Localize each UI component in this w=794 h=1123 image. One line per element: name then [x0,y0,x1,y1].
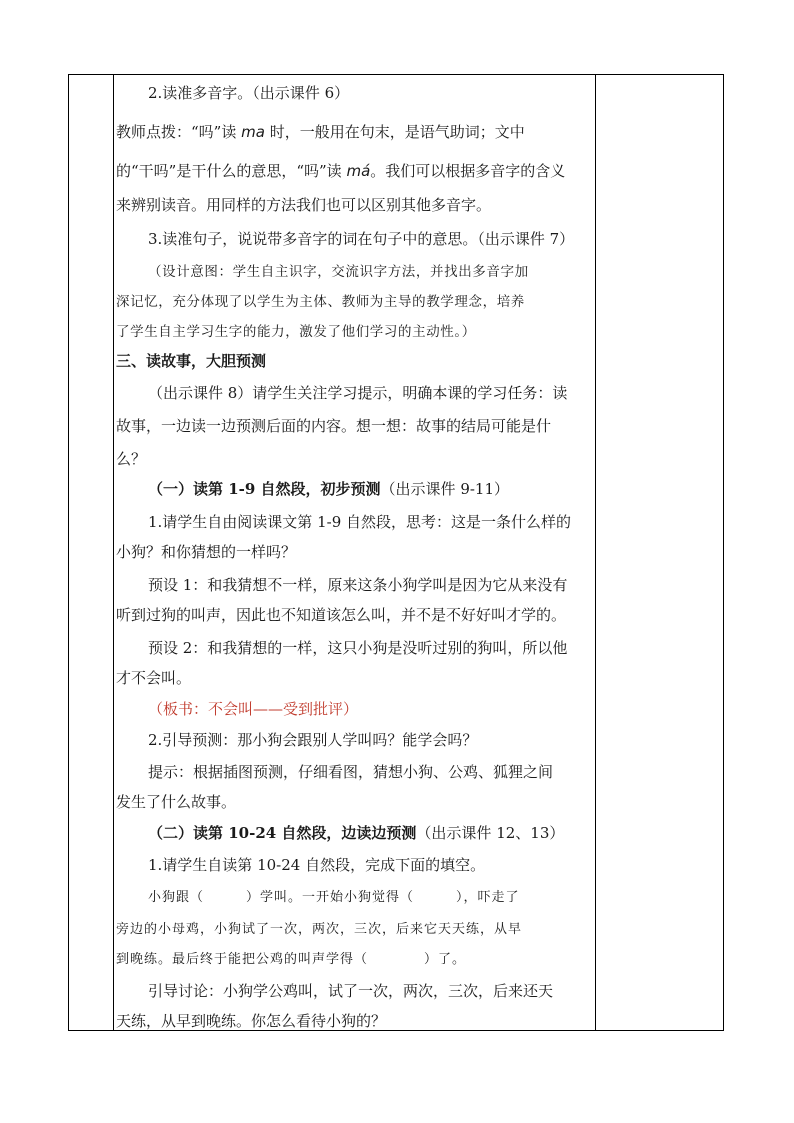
paragraph-line: 的“干吗”是干什么的意思，“吗”读 má。我们可以根据多音字的含义 [116,162,566,180]
paragraph-line: 才不会叫。 [116,669,192,687]
subsection-heading: （二）读第 10-24 自然段，边读边预测（出示课件 12、13） [148,824,565,842]
paragraph-line: 教师点拨：“吗”读 ma 时，一般用在句末，是语气助词；文中 [116,123,525,141]
paragraph-line: （出示课件 8）请学生关注学习提示，明确本课的学习任务：读 [148,384,568,402]
paragraph-line: 预设 2：和我猜想的一样，这只小狗是没听过别的狗叫，所以他 [148,639,568,657]
paragraph-line: 引导讨论：小狗学公鸡叫，试了一次，两次，三次，后来还天 [148,982,554,1000]
design-note-line: 了学生自主学习生字的能力，激发了他们学习的主动性。） [116,324,476,340]
design-note-line: （设计意图：学生自主识字，交流识字方法，并找出多音字加 [148,264,529,280]
paragraph-line: 预设 1：和我猜想不一样，原来这条小狗学叫是因为它从来没有 [148,576,568,594]
subsection-heading: （一）读第 1-9 自然段，初步预测（出示课件 9-11） [148,480,510,498]
paragraph-line: 故事，一边读一边预测后面的内容。想一想：故事的结局可能是什 [116,417,552,435]
paragraph-line: 1.请学生自读第 10-24 自然段，完成下面的填空。 [148,856,486,874]
section-heading: 三、读故事，大胆预测 [116,352,267,370]
paragraph-line: 小狗？和你猜想的一样吗？ [116,543,297,561]
fill-in-blank-line: 到晚练。最后终于能把公鸡的叫声学得（ ）了。 [116,952,467,967]
paragraph-line: 3.读准句子，说说带多音字的词在句子中的意思。（出示课件 7） [148,230,575,248]
paragraph-line: 来辨别读音。用同样的方法我们也可以区别其他多音字。 [116,196,492,214]
pinyin-ma-rising: má [346,162,371,180]
paragraph-line: 么？ [116,450,147,468]
column-divider-left [113,75,114,1030]
paragraph-line: 1.请学生自由阅读课文第 1-9 自然段，思考：这是一条什么样的 [148,513,572,531]
design-note-line: 深记忆，充分体现了以学生为主体、教师为主导的教学理念，培养 [116,294,525,310]
board-note: （板书：不会叫——受到批评） [148,700,359,718]
pinyin-ma-neutral: ma [241,123,265,141]
fill-in-blank-line: 旁边的小母鸡，小狗试了一次，两次，三次，后来它天天练，从早 [116,922,523,937]
paragraph-line: 2.引导预测：那小狗会跟别人学叫吗？能学会吗？ [148,731,478,749]
paragraph-line: 提示：根据插图预测，仔细看图，猜想小狗、公鸡、狐狸之间 [148,763,554,781]
paragraph-line: 听到过狗的叫声，因此也不知道该怎么叫，并不是不好好叫才学的。 [116,606,567,624]
paragraph-line: 天练，从早到晚练。你怎么看待小狗的？ [116,1012,387,1030]
column-divider-right [595,75,596,1030]
paragraph-line: 发生了什么故事。 [116,793,237,811]
paragraph-line: 2.读准多音字。（出示课件 6） [148,84,350,102]
fill-in-blank-line: 小狗跟（ ）学叫。一开始小狗觉得（ ），吓走了 [148,890,520,905]
